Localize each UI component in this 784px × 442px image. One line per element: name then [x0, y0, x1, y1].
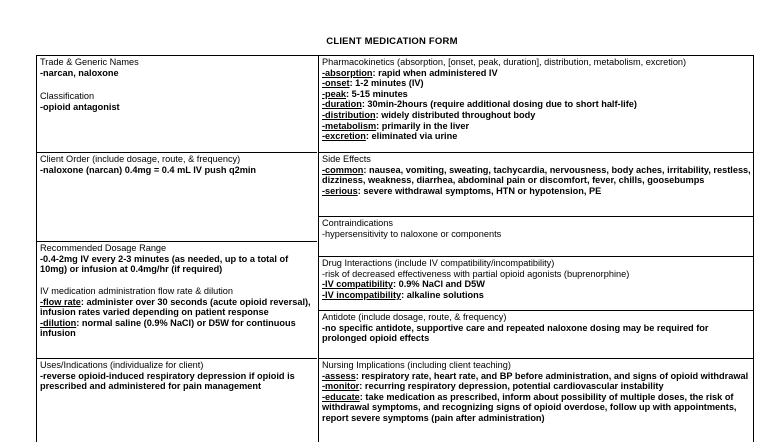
contraindications-cell [319, 217, 754, 239]
iv-incompatibility [322, 290, 751, 301]
uses-value: -reverse opioid-induced respiratory depression if opioid is prescribed and administered for pain management [40, 370, 295, 392]
form-title: CLIENT MEDICATION FORM [326, 36, 458, 47]
uses-header: Uses/Indications (individualize for client) [40, 360, 204, 370]
antidote-header: Antidote (include dosage, route, & frequency) [322, 312, 507, 322]
flow-rate-key: -flow rate [40, 296, 81, 307]
iv-compatibility [322, 279, 751, 290]
drug-interactions-header: Drug Interactions (include IV compatibility/incompatibility) [322, 258, 555, 268]
compat-key: -IV compatibility [322, 279, 393, 290]
antidote-value: -no specific antidote, supportive care and repeated naloxone dosing may be required for prolonged opioid effects [322, 322, 709, 344]
pk-key: -absorption [322, 67, 373, 78]
left-column [37, 56, 317, 442]
iv-admin-header: IV medication administration flow rate & dilution [40, 286, 234, 296]
contraindications-header: Contraindications [322, 218, 393, 228]
medication-form-table [36, 55, 754, 442]
side-effects-serious [322, 186, 751, 197]
iv-admin-cell [37, 285, 317, 339]
educate-key: -educate [322, 391, 360, 402]
pk-value: : widely distributed throughout body [375, 109, 536, 120]
trade-names-value: -narcan, naloxone [40, 67, 119, 78]
common-value: : nausea, vomiting, sweating, tachycardia, nervousness, body aches, irritability, restless, dizziness, weakness, diarrhea, abdominal pain or discomfort, fever, chills, goosebumps [322, 164, 751, 186]
pk-value: : 5-15 minutes [346, 88, 408, 99]
assess-key: -assess [322, 370, 356, 381]
recommended-dosage-cell [37, 242, 317, 275]
nursing-monitor [322, 381, 751, 392]
compat-value: : 0.9% NaCl and D5W [392, 279, 485, 290]
nursing-educate [322, 392, 751, 424]
iv-admin-dilution [40, 318, 314, 339]
drug-interactions-cell [319, 257, 754, 300]
pharmacokinetics-header: Pharmacokinetics (absorption, [onset, peak, duration], distribution, metabolism, excretion) [322, 57, 687, 67]
contraindications-value: -hypersensitivity to naloxone or components [322, 228, 502, 239]
dilution-key: -dilution [40, 317, 77, 328]
client-order-cell [37, 153, 317, 175]
pk-excretion [322, 131, 751, 142]
incompat-key: -IV incompatibility [322, 289, 402, 300]
recommended-dosage-header: Recommended Dosage Range [40, 243, 167, 253]
nursing-header: Nursing Implications (including client teaching) [322, 360, 511, 370]
side-effects-common [322, 165, 751, 186]
incompat-value: : alkaline solutions [401, 289, 484, 300]
pk-key: -onset [322, 78, 350, 89]
right-column [318, 56, 754, 442]
classification-value: -opioid antagonist [40, 101, 120, 112]
client-order-header: Client Order (include dosage, route, & frequency) [40, 154, 241, 164]
antidote-cell [319, 311, 754, 344]
uses-cell [37, 359, 317, 392]
pk-value: : 30min-2hours (require additional dosing due to short half-life) [361, 99, 637, 110]
trade-names-cell [37, 56, 317, 78]
flow-rate-value: : administer over 30 seconds (acute opioid reversal), infusion rates varied depending on patient response [40, 296, 311, 318]
pk-absorption [322, 68, 751, 79]
serious-key: -serious [322, 185, 358, 196]
trade-names-header: Trade & Generic Names [40, 57, 139, 67]
pk-key: -metabolism [322, 120, 377, 131]
nursing-cell [319, 359, 754, 424]
pk-key: -duration [322, 99, 362, 110]
recommended-dosage-value: -0.4-2mg IV every 2-3 minutes (as needed, up to a total of 10mg) or infusion at 0.4mg/hr (if required) [40, 253, 289, 275]
classification-cell [37, 90, 317, 112]
dilution-value: : normal saline (0.9% NaCl) or D5W for continuous infusion [40, 317, 296, 339]
pk-distribution [322, 110, 751, 121]
nursing-assess [322, 371, 751, 382]
client-order-value: -naloxone (narcan) 0.4mg = 0.4 mL IV push q2min [40, 164, 257, 175]
pk-peak [322, 89, 751, 100]
common-key: -common [322, 164, 364, 175]
pk-value: : eliminated via urine [365, 131, 458, 142]
drug-interactions-value: -risk of decreased effectiveness with partial opioid agonists (buprenorphine) [322, 268, 630, 279]
iv-admin-flow-rate [40, 297, 314, 318]
pk-duration [322, 99, 751, 110]
pk-value: : primarily in the liver [376, 120, 470, 131]
monitor-key: -monitor [322, 381, 360, 392]
pk-key: -distribution [322, 109, 376, 120]
pk-value: : rapid when administered IV [372, 67, 498, 78]
pk-key: -peak [322, 88, 347, 99]
educate-value: : take medication as prescribed, inform about possibility of multiple doses, the risk of withdrawal symptoms, and recognizing signs of opioid overdose, follow up with appointments, report severe symptoms (pain after administration) [322, 391, 737, 423]
pk-value: : 1-2 minutes (IV) [349, 78, 424, 89]
serious-value: : severe withdrawal symptoms, HTN or hypotension, PE [357, 185, 602, 196]
assess-value: : respiratory rate, heart rate, and BP before administration, and signs of opioid withdrawal [355, 370, 749, 381]
side-effects-header: Side Effects [322, 154, 371, 164]
pk-onset [322, 78, 751, 89]
monitor-value: : recurring respiratory depression, potential cardiovascular instability [359, 381, 664, 392]
pharmacokinetics-cell [319, 56, 754, 142]
classification-header: Classification [40, 91, 95, 101]
pk-metabolism [322, 121, 751, 132]
pk-key: -excretion [322, 131, 366, 142]
side-effects-cell [319, 153, 754, 196]
